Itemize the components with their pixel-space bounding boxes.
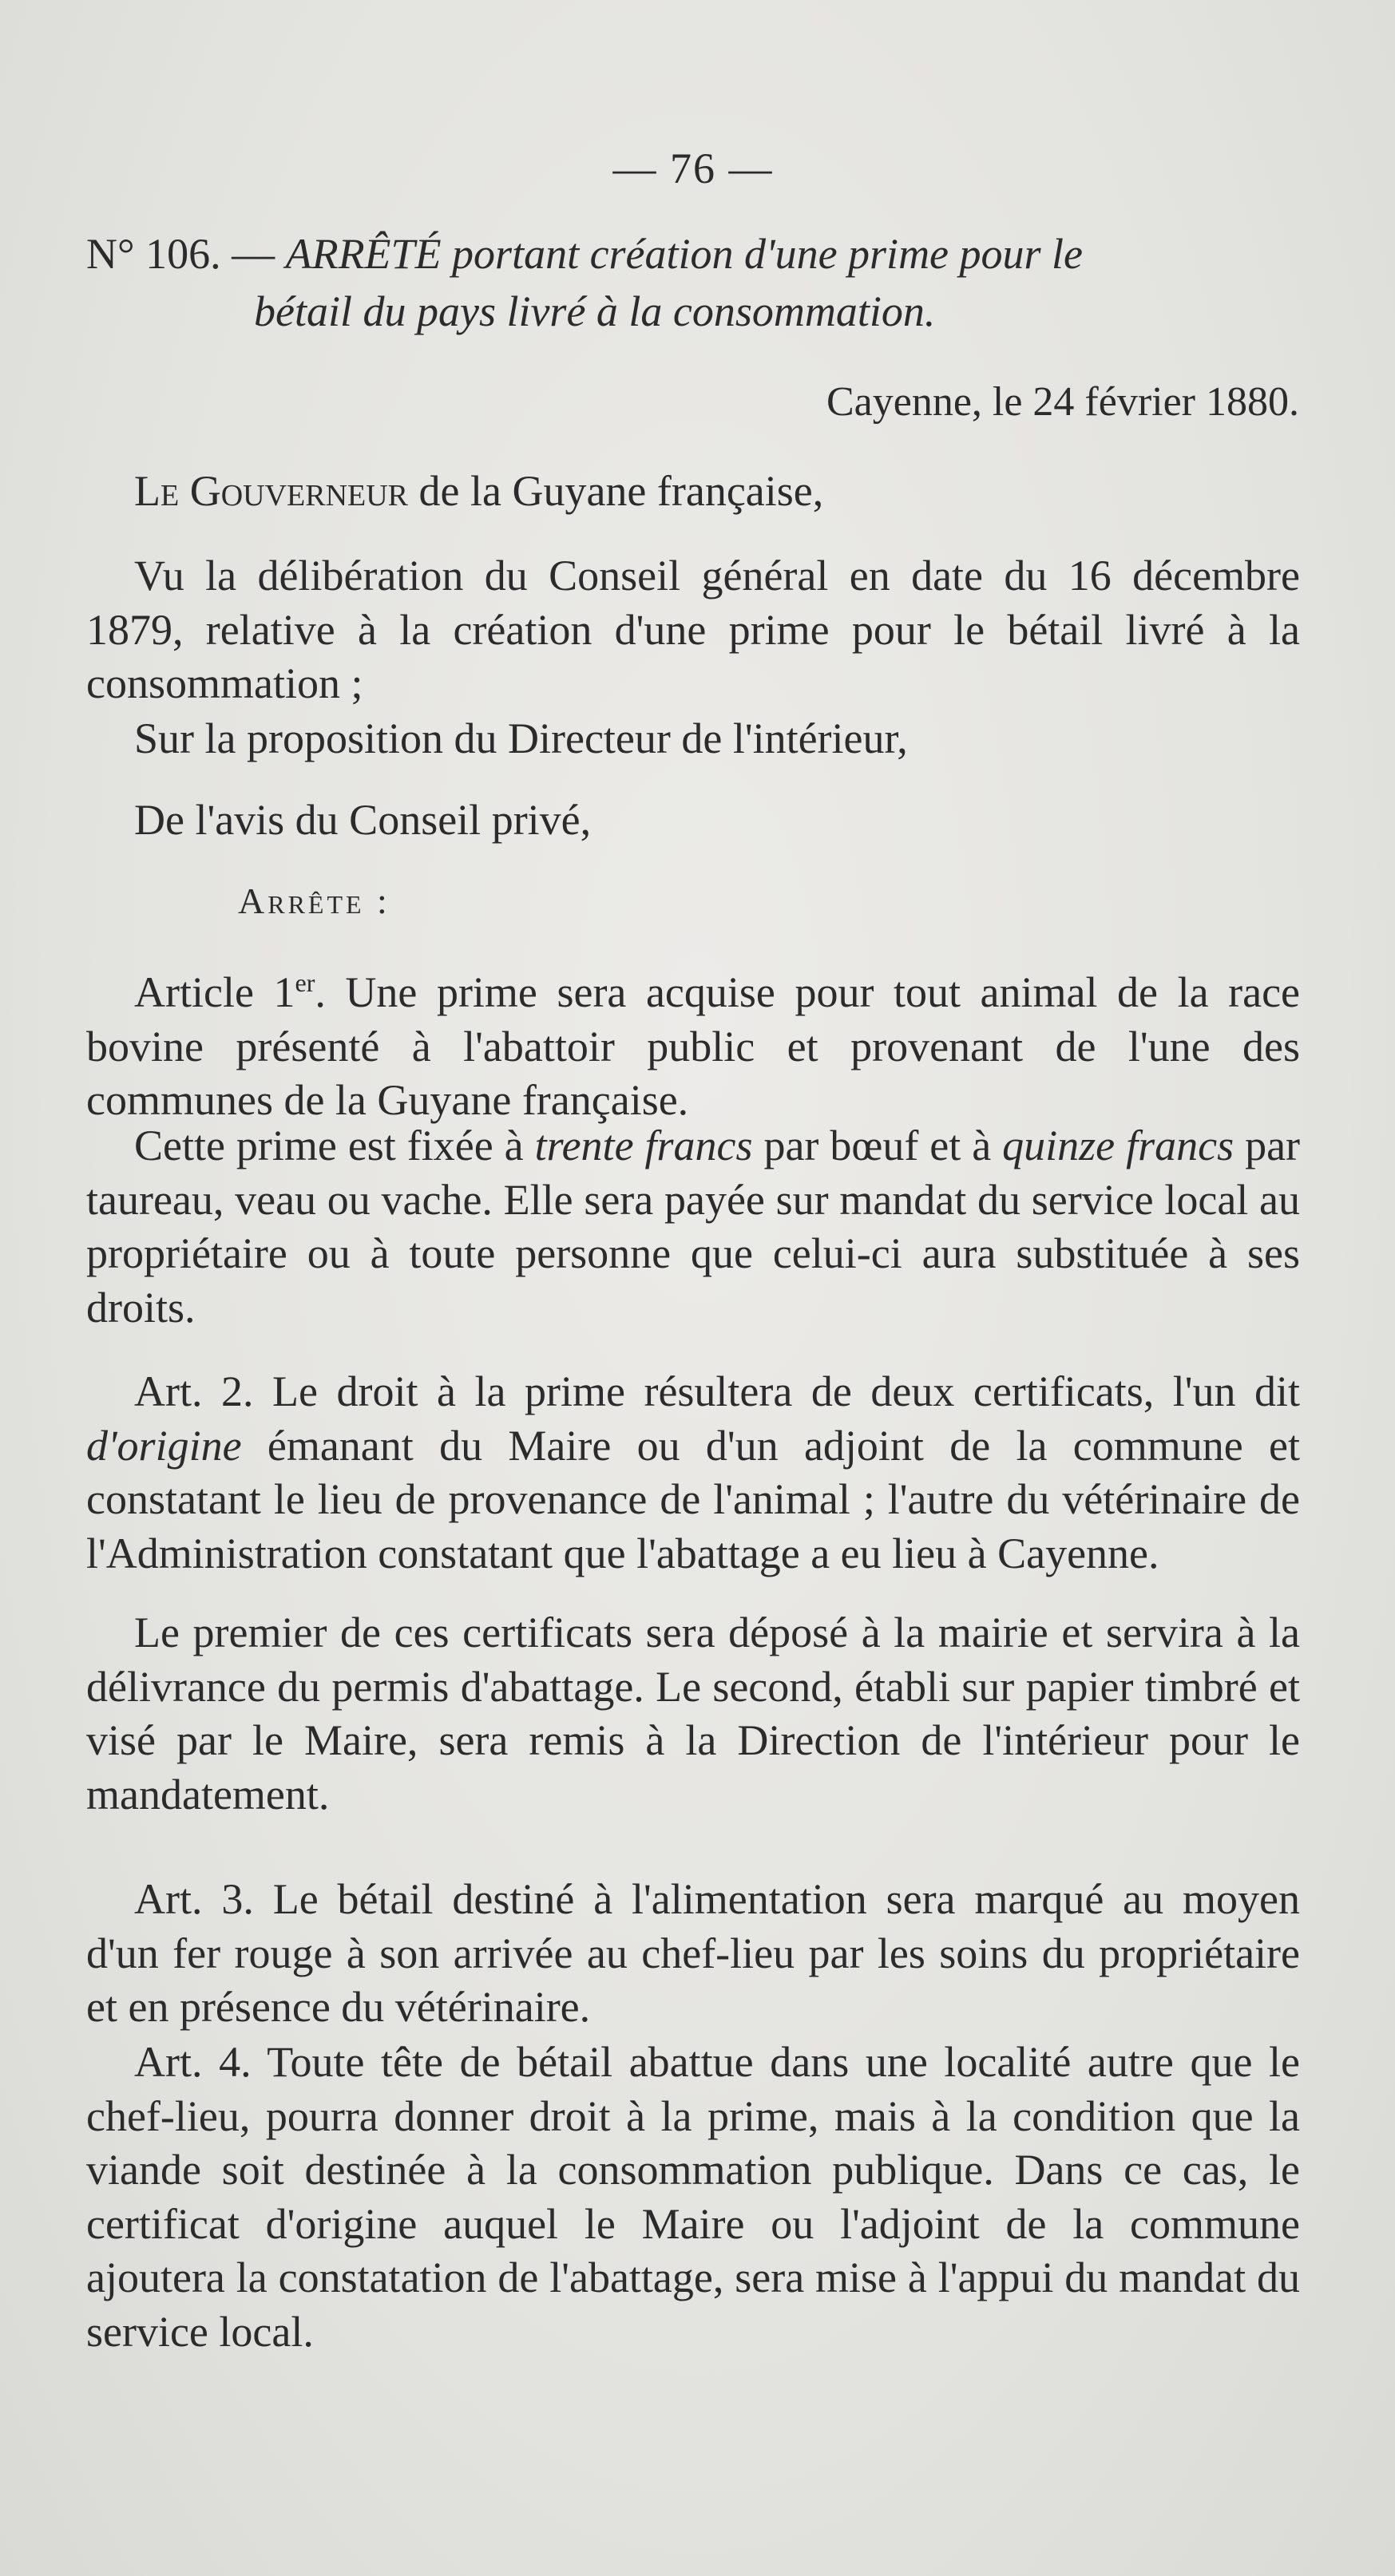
title-line-2: bétail du pays livré à la consommation. xyxy=(254,287,936,335)
article-3: Art. 3. Le bétail destiné à l'alimentation sera marqué au moyen d'un fer rouge à son arrivée au chef-lieu par les soins du propriétaire et en présence du vétérinaire. xyxy=(86,1875,1300,2031)
a1b-end: par taureau, veau ou vache. Elle sera payée sur mandat du service local au propriétaire ou à toute personne que celui-ci aura substituée à ses droits. xyxy=(86,1122,1301,1332)
governor-line xyxy=(86,465,1300,519)
a2-end: émanant du Maire ou d'un adjoint de la commune et constatant le lieu de provenance de l'animal ; l'autre du vétérinaire de l'Administration constatant que l'abattage a eu lieu à Cayenne. xyxy=(86,1421,1300,1577)
article-1-paragraph-2 xyxy=(86,1119,1300,1335)
article-2-paragraph-2: Le premier de ces certificats sera déposé à la mairie et servira à la délivrance du permis d'abattage. Le second, établi sur papier timbré et visé par le Maire, sera remis à la Direction de l'intérieur pour le mandatement. xyxy=(86,1609,1300,1818)
article-1-label: Article 1 xyxy=(134,968,295,1016)
article-1-sup: er xyxy=(295,968,315,997)
a1b-amount-2: quinze francs xyxy=(1002,1122,1234,1169)
a2-start: Art. 2. Le droit à la prime résultera de deux certificats, l'un dit xyxy=(134,1367,1300,1415)
decree-title xyxy=(86,225,1300,340)
title-dash: — xyxy=(232,230,275,278)
a2-origin: d'origine xyxy=(86,1421,242,1470)
a1b-amount-1: trente francs xyxy=(534,1122,753,1169)
page-number: — 76 — xyxy=(612,144,774,192)
preamble-vu: Vu la délibération du Conseil général en date du 16 décembre 1879, relative à la création d'une prime pour le bétail livré à la consommation ; xyxy=(86,552,1300,707)
article-4: Art. 4. Toute tête de bétail abattue dans une localité autre que le chef-lieu, pourra donner droit à la prime, mais à la condition que la viande soit destinée à la consommation publique. Dans ce cas, le certificat d'origine auquel le Maire ou l'adjoint de la commune ajoutera la constatation de l'abattage, sera mise à l'appui du mandat du service local. xyxy=(86,2038,1300,2356)
governor-rest: de la Guyane française, xyxy=(408,467,824,515)
article-1 xyxy=(86,956,1300,1128)
decree-number: N° 106. xyxy=(86,230,221,278)
a1b-start: Cette prime est fixée à xyxy=(134,1122,535,1169)
a1b-mid: par bœuf et à xyxy=(752,1122,1003,1169)
arrete-heading: Arrête : xyxy=(238,880,390,921)
preamble-sur: Sur la proposition du Directeur de l'intérieur, xyxy=(134,714,908,762)
dateline: Cayenne, le 24 février 1880. xyxy=(826,379,1299,425)
article-1-text: . Une prime sera acquise pour tout animal de la race bovine présenté à l'abattoir public et provenant de l'une des communes de la Guyane française. xyxy=(86,968,1301,1124)
preamble-de: De l'avis du Conseil privé, xyxy=(134,796,592,844)
title-line-1: ARRÊTÉ portant création d'une prime pour le xyxy=(285,230,1084,278)
governor-prefix: Le Gouverneur xyxy=(134,467,409,515)
article-2 xyxy=(86,1365,1300,1581)
